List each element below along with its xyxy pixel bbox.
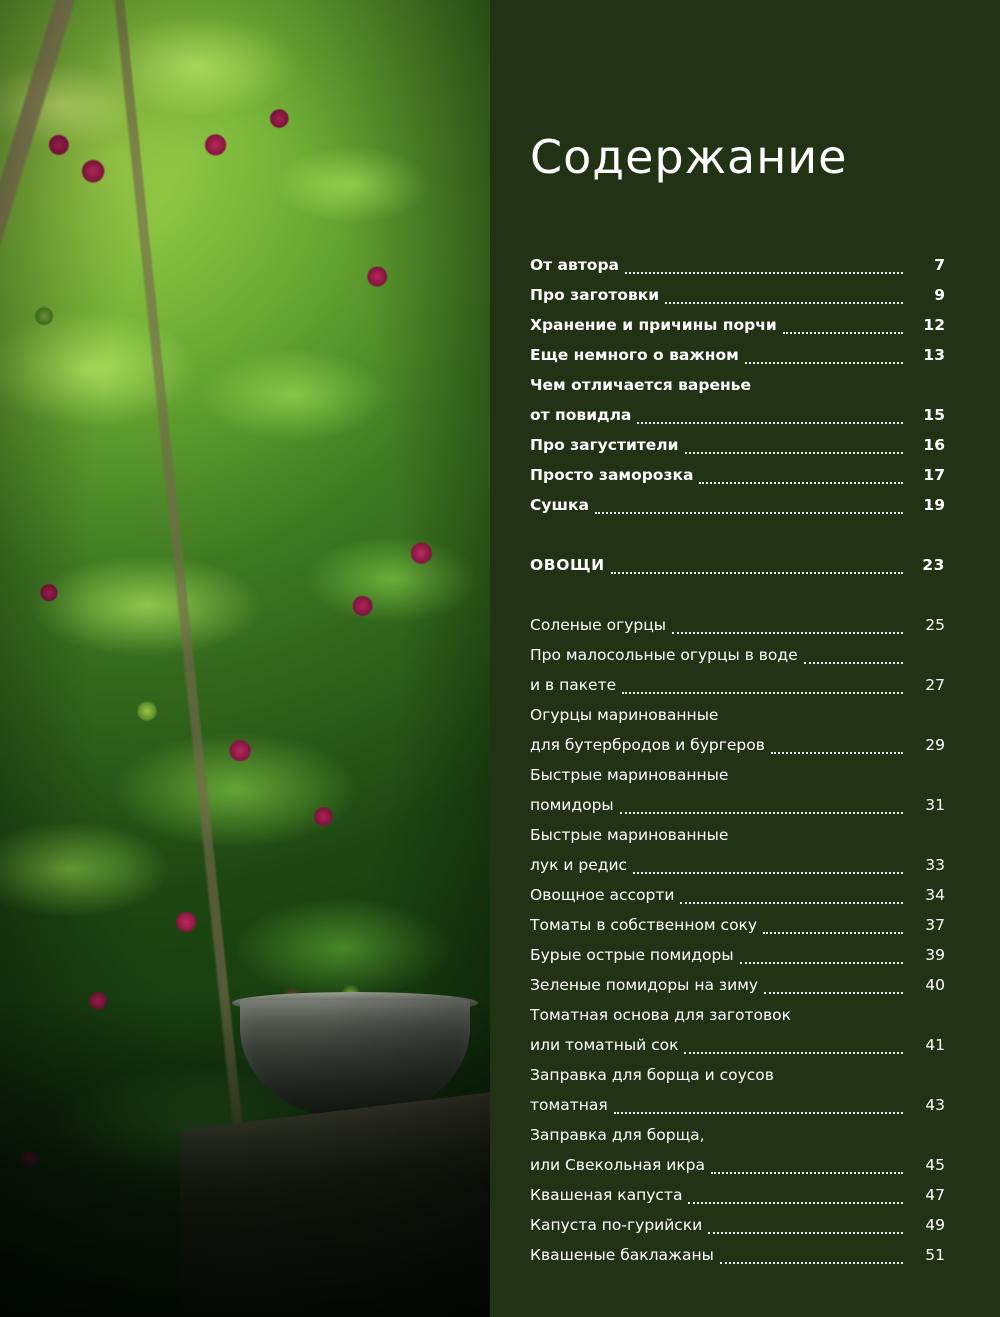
toc-entry[interactable] [530, 700, 945, 730]
toc-entry-label: Заправка для борща, [530, 1126, 705, 1144]
toc-leader-dots [720, 1262, 903, 1264]
toc-leader-dots [595, 512, 903, 514]
toc-entry-page-number: 29 [925, 736, 945, 754]
toc-entry-label: Быстрые маринованные [530, 766, 729, 784]
toc-entry[interactable] [530, 430, 945, 460]
toc-entry[interactable] [530, 610, 945, 640]
toc-entry[interactable] [530, 820, 945, 850]
toc-leader-dots [684, 1052, 903, 1054]
toc-entry-label: или Свекольная икра [530, 1156, 706, 1174]
toc-entry[interactable] [530, 790, 945, 820]
toc-entry-page-number: 47 [925, 1186, 945, 1204]
toc-entry-label: Чем отличается варенье [530, 376, 751, 394]
toc-leader-dots [699, 482, 903, 484]
toc-entry-label: от повидла [530, 406, 632, 424]
toc-leader-dots [763, 932, 903, 934]
toc-entry[interactable] [530, 460, 945, 490]
toc-entry[interactable] [530, 280, 945, 310]
toc-entry-page-number: 9 [934, 286, 945, 304]
toc-leader-dots [740, 962, 903, 964]
toc-entry-label: Сушка [530, 496, 589, 514]
toc-entry-label: для бутербродов и бургеров [530, 736, 765, 754]
toc-entry-label: Про заготовки [530, 286, 660, 304]
toc-entry[interactable] [530, 310, 945, 340]
toc-entry[interactable] [530, 1120, 945, 1150]
toc-entry[interactable] [530, 400, 945, 430]
toc-list [530, 250, 945, 1270]
toc-entry-label: лук и редис [530, 856, 628, 874]
toc-entry-label: и в пакете [530, 676, 617, 694]
toc-entry-page-number: 13 [923, 346, 945, 364]
toc-entry-label: помидоры [530, 796, 614, 814]
toc-leader-dots [614, 1112, 903, 1114]
toc-leader-dots [622, 692, 903, 694]
toc-entry-label: Просто заморозка [530, 466, 694, 484]
toc-entry-page-number: 16 [923, 436, 945, 454]
toc-entry-page-number: 33 [925, 856, 945, 874]
toc-entry-label: Хранение и причины порчи [530, 316, 777, 334]
toc-leader-dots [625, 272, 903, 274]
toc-entry-page-number: 12 [923, 316, 945, 334]
toc-leader-dots [611, 572, 903, 574]
photo-vignette [0, 0, 490, 1317]
toc-leader-dots [685, 452, 903, 454]
toc-entry-label: томатная [530, 1096, 608, 1114]
toc-entry-page-number: 15 [923, 406, 945, 424]
toc-entry-page-number: 31 [925, 796, 945, 814]
toc-entry[interactable] [530, 550, 945, 580]
toc-entry-page-number: 23 [922, 556, 945, 574]
toc-entry-label: Томаты в собственном соку [530, 916, 758, 934]
toc-entry-page-number: 51 [925, 1246, 945, 1264]
toc-leader-dots [711, 1172, 903, 1174]
toc-group-intro [530, 250, 945, 520]
toc-leader-dots [783, 332, 903, 334]
toc-leader-dots [672, 632, 903, 634]
toc-entry-label: Капуста по-гурийски [530, 1216, 703, 1234]
toc-entry-page-number: 17 [923, 466, 945, 484]
toc-entry-page-number: 19 [923, 496, 945, 514]
toc-entry[interactable] [530, 1000, 945, 1030]
toc-entry-label: Квашеные баклажаны [530, 1246, 714, 1264]
toc-entry[interactable] [530, 1180, 945, 1210]
toc-entry-label: Зеленые помидоры на зиму [530, 976, 759, 994]
toc-entry-label: Квашеная капуста [530, 1186, 683, 1204]
toc-entry[interactable] [530, 1090, 945, 1120]
toc-leader-dots [771, 752, 903, 754]
toc-entry-page-number: 37 [925, 916, 945, 934]
toc-leader-dots [688, 1202, 903, 1204]
toc-entry-page-number: 45 [925, 1156, 945, 1174]
toc-entry[interactable] [530, 640, 945, 670]
toc-entry-page-number: 41 [925, 1036, 945, 1054]
toc-leader-dots [745, 362, 903, 364]
toc-entry[interactable] [530, 970, 945, 1000]
toc-leader-dots [680, 902, 903, 904]
toc-entry-label: Про загустители [530, 436, 679, 454]
table-of-contents-panel [490, 0, 1000, 1317]
toc-entry-page-number: 40 [925, 976, 945, 994]
toc-entry-label: Овощное ассорти [530, 886, 675, 904]
toc-group-gap [530, 580, 945, 610]
toc-entry[interactable] [530, 1240, 945, 1270]
toc-entry-page-number: 34 [925, 886, 945, 904]
toc-entry[interactable] [530, 880, 945, 910]
toc-entry[interactable] [530, 850, 945, 880]
toc-leader-dots [637, 422, 903, 424]
toc-entry-label: ОВОЩИ [530, 556, 605, 574]
toc-entry[interactable] [530, 490, 945, 520]
toc-entry-page-number: 49 [925, 1216, 945, 1234]
toc-leader-dots [764, 992, 903, 994]
toc-entry[interactable] [530, 370, 945, 400]
toc-leader-dots [708, 1232, 903, 1234]
toc-entry[interactable] [530, 1030, 945, 1060]
toc-entry-page-number: 43 [925, 1096, 945, 1114]
toc-entry-label: Еще немного о важном [530, 346, 739, 364]
toc-entry[interactable] [530, 1150, 945, 1180]
toc-entry-page-number: 27 [925, 676, 945, 694]
toc-entry[interactable] [530, 730, 945, 760]
toc-entry-label: Бурые острые помидоры [530, 946, 734, 964]
toc-entry-label: Томатная основа для заготовок [530, 1006, 791, 1024]
toc-entry[interactable] [530, 760, 945, 790]
toc-entry[interactable] [530, 1060, 945, 1090]
toc-leader-dots [804, 662, 903, 664]
toc-entry[interactable] [530, 940, 945, 970]
toc-entry[interactable] [530, 670, 945, 700]
toc-entry-label: Про малосольные огурцы в воде [530, 646, 798, 664]
toc-entry-page-number: 25 [925, 616, 945, 634]
toc-entry-page-number: 7 [934, 256, 945, 274]
toc-entry-page-number: 39 [925, 946, 945, 964]
toc-entry-label: Огурцы маринованные [530, 706, 719, 724]
toc-leader-dots [665, 302, 903, 304]
toc-entry[interactable] [530, 340, 945, 370]
apple-tree-photo [0, 0, 490, 1317]
toc-group-gap [530, 520, 945, 550]
toc-entry-label: Быстрые маринованные [530, 826, 729, 844]
toc-entry-label: Соленые огурцы [530, 616, 667, 634]
toc-group-section-vegetables [530, 550, 945, 580]
toc-leader-dots [633, 872, 903, 874]
page-title: Содержание [530, 130, 848, 184]
toc-leader-dots [620, 812, 903, 814]
toc-entry-label: или томатный сок [530, 1036, 679, 1054]
toc-entry-label: Заправка для борща и соусов [530, 1066, 774, 1084]
toc-entry-label: От автора [530, 256, 620, 274]
toc-entry[interactable] [530, 1210, 945, 1240]
toc-entry[interactable] [530, 910, 945, 940]
toc-group-vegetables [530, 610, 945, 1270]
toc-entry[interactable] [530, 250, 945, 280]
